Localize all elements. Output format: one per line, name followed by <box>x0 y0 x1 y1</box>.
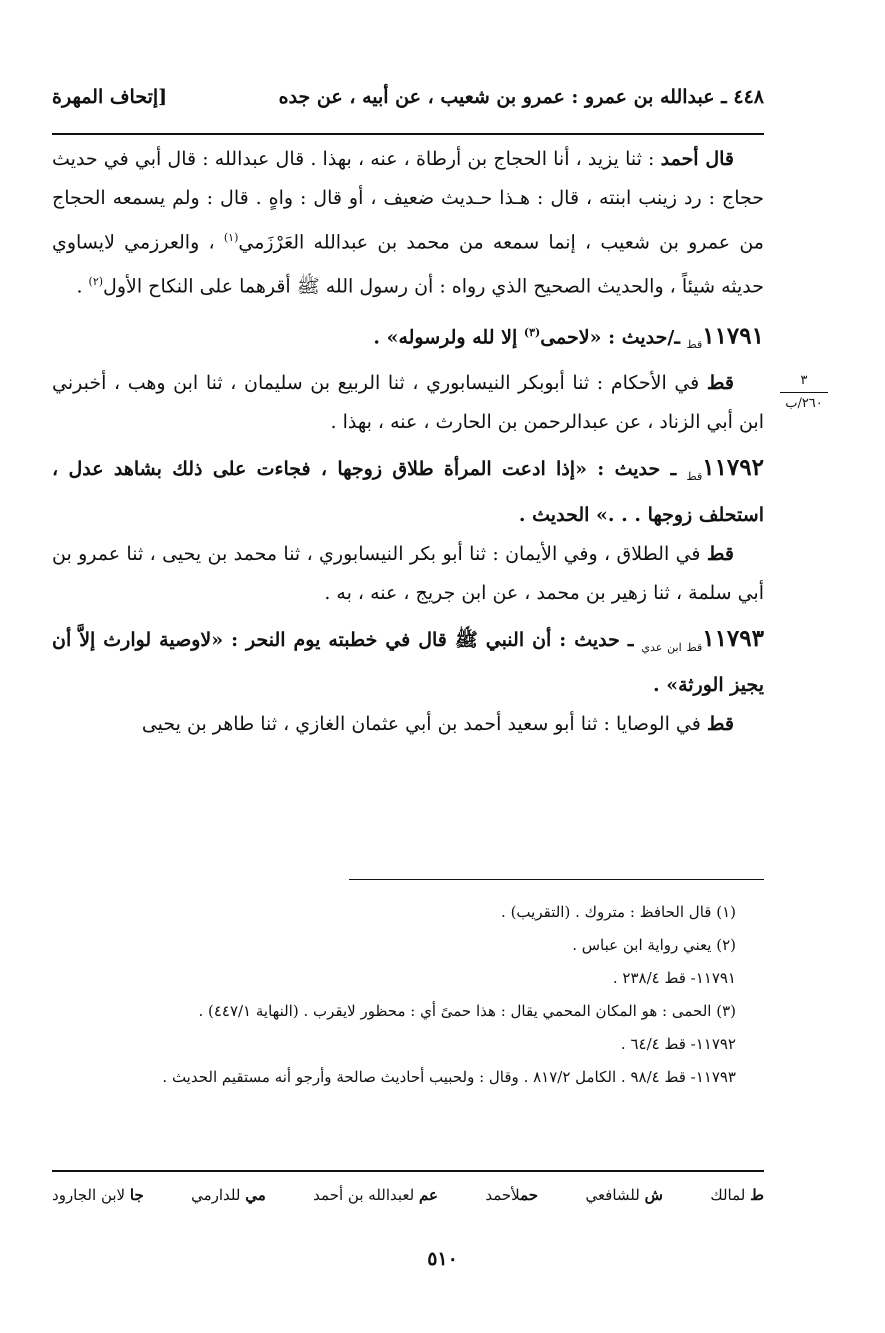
abbreviation-item: ش للشافعي <box>585 1186 663 1204</box>
footnote-rule <box>349 879 764 880</box>
footnote-ref-3: (٣) <box>523 325 541 339</box>
footnote-source-11792: ١١٧٩٢- قط ٦٤/٤ . <box>620 1035 736 1053</box>
footnote-ref-2: (٢) <box>88 275 104 289</box>
header-rule <box>52 133 764 135</box>
footnote-2: (٢) يعني رواية ابن عباس . <box>572 936 736 954</box>
footnote-source-11791: ١١٧٩١- قط ٢٣٨/٤ . <box>612 969 736 987</box>
paragraph-lead: قال أحمد <box>660 148 734 170</box>
abbreviation-item: عم لعبدالله بن أحمد <box>313 1186 438 1204</box>
abbreviation-item: مي للدارمي <box>191 1186 266 1204</box>
abbreviation-item: جا لابن الجارود <box>52 1186 144 1204</box>
abbreviation-rule <box>52 1170 764 1172</box>
footnote-3: (٣) الحمى : هو المكان المحمي يقال : هذا حمىً أي : محظور لايقرب . (النهاية ٤٤٧/١) . <box>198 1002 736 1020</box>
main-text <box>52 140 764 744</box>
hadith-number: ١١٧٩١ <box>702 321 764 349</box>
footnote-ref-1: (١) <box>223 231 239 244</box>
page-header <box>52 86 764 120</box>
folio-note-top: ٣ <box>800 373 808 388</box>
isnad-11791: قط في الأحكام : ثنا أبوبكر النيسابوري ، ثنا الربيع بن سليمان ، ثنا ابن وهب ، أخبرني ابن أبي الزناد ، عن عبدالرحمن بن الحارث ، عنه ، بهذا . <box>52 371 764 433</box>
hadith-11792: $١١٧٩٢_{قط}$ ـ حديث : «إذا ادعت المرأة طلاق زوجها ، فجاءت على ذلك بشاهد عدل ، استحلف زوجها . . .» الحديث . <box>52 453 764 526</box>
folio-note-divider <box>780 392 828 393</box>
book-title: [إتحاف المهرة <box>52 86 168 108</box>
hadith-number: ١١٧٩٢ <box>702 453 764 481</box>
paragraph-ahmad: قال أحمد : ثنا يزيد ، أنا الحجاج بن أرطاة ، عنه ، بهذا . قال عبدالله : قال أبي في حديث حجاج : رد زينب ابنته ، قال : هـذا حـديث ضعيف ، أو قال : واهٍ . قال : ولم يسمعه الحجاج من عمرو بن شعيب ، إنما سمعه من محمد بن عبدالله العَرْزَمي$^{(١)}$ ، والعرزمي لايساوي حديثه شيئاً ، والحديث الصحيح الذي رواه : أن رسول الله ﷺ أقرهما على النكاح الأول$^{(٢)}$ . <box>52 148 764 298</box>
hadith-siglum: قط <box>686 469 703 483</box>
hadith-11793: $١١٧٩٣_{قط ابن عدي}$ ـ حديث : أن النبي ﷺ قال في خطبته يوم النحر : «لاوصية لوارث إلاَّ أن يجيز الورثة» . <box>52 624 764 697</box>
hadith-siglum: قط ابن عدي <box>641 640 703 654</box>
running-title: ٤٤٨ ـ عبدالله بن عمرو : عمرو بن شعيب ، عن أبيه ، عن جده <box>278 86 764 108</box>
abbreviation-item: حملأحمد <box>485 1186 539 1204</box>
isnad-11793: قط في الوصايا : ثنا أبو سعيد أحمد بن أبي عثمان الغازي ، ثنا طاهر بن يحيى <box>141 713 734 736</box>
abbreviation-key <box>52 1186 764 1204</box>
isnad-11792: قط في الطلاق ، وفي الأيمان : ثنا أبو بكر النيسابوري ، ثنا محمد بن يحيى ، ثنا عمرو بن أبي سلمة ، ثنا زهير بن محمد ، عن ابن جريج ، عنه ، به . <box>52 542 764 604</box>
abbreviation-item: ط لمالك <box>710 1186 764 1204</box>
hadith-11791: $١١٧٩١_{قط}$ ـ/حديث : «لاحمى$^{(٣)}$ إلا لله ولرسوله» . <box>373 321 764 351</box>
hadith-number: ١١٧٩٣ <box>702 624 764 652</box>
hadith-siglum: قط <box>686 337 703 351</box>
folio-note-bottom: ٢٦٠/ب <box>785 396 823 411</box>
footnote-source-11793: ١١٧٩٣- قط ٩٨/٤ . الكامل ٨١٧/٢ . وقال : ولحبيب أحاديث صالحة وأرجو أنه مستقيم الحديث . <box>162 1068 736 1086</box>
footnote-1: (١) قال الحافظ : متروك . (التقريب) . <box>501 903 736 921</box>
footnotes <box>52 896 736 1094</box>
manuscript-folio-note <box>774 372 834 413</box>
page-number: ٥١٠ <box>427 1248 458 1270</box>
